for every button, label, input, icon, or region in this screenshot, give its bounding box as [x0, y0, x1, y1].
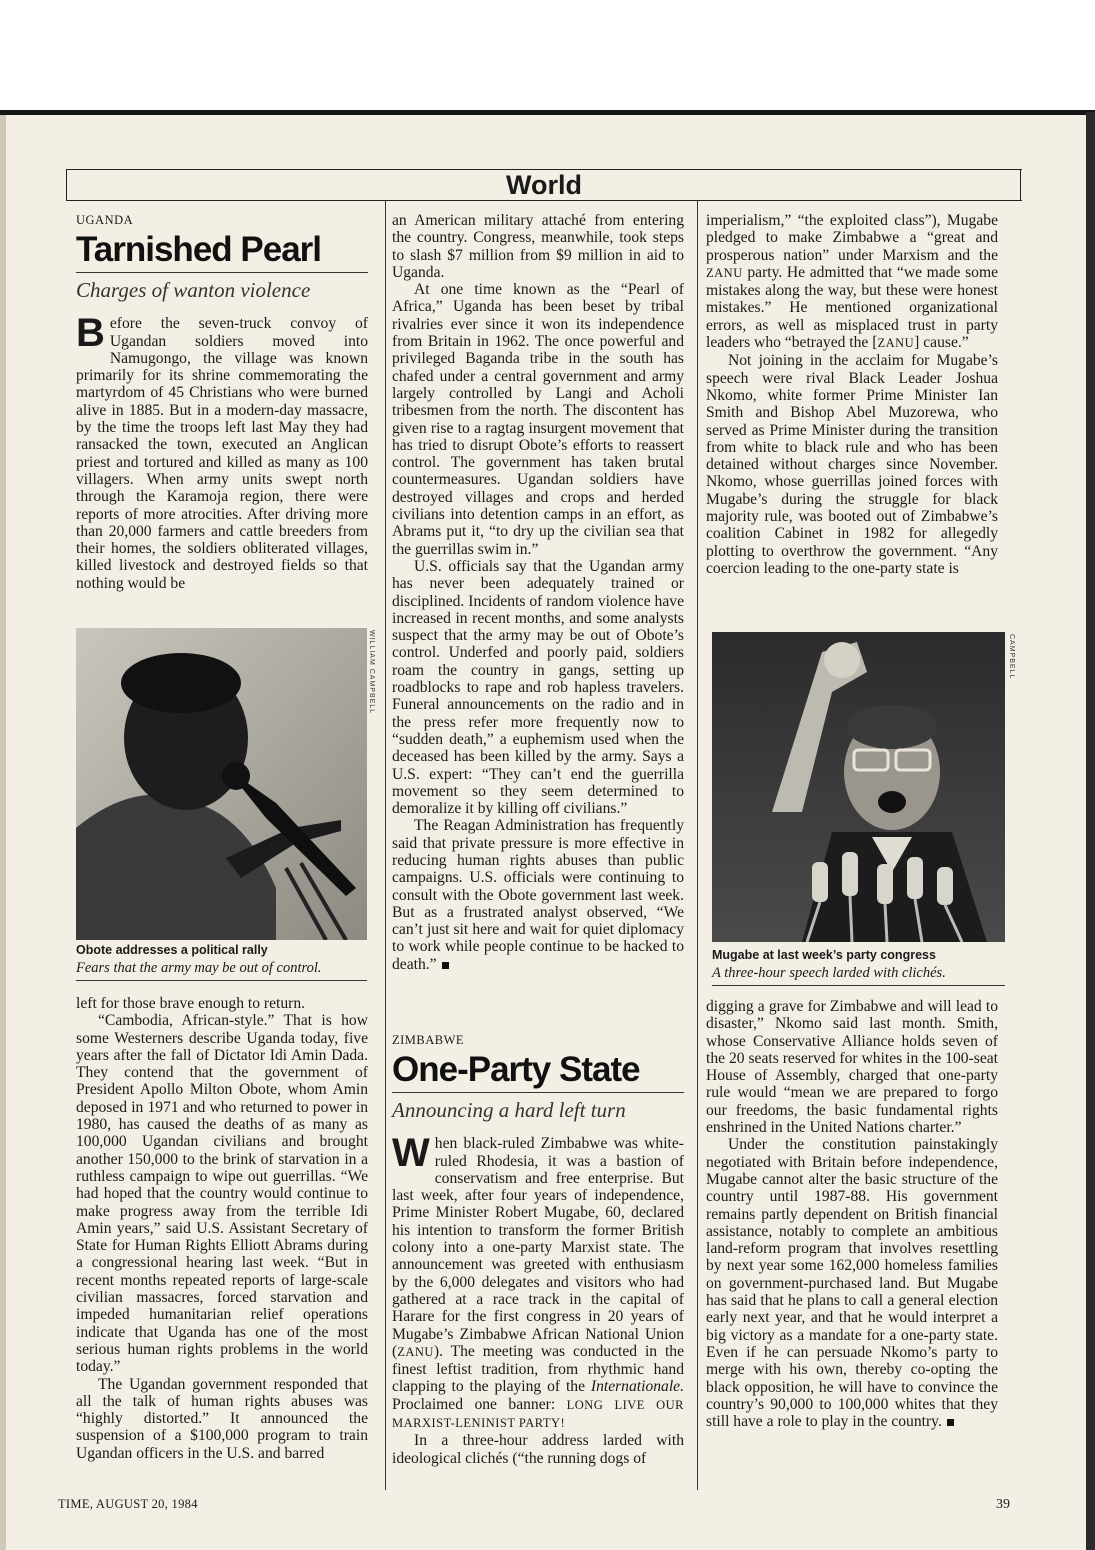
story2-kicker: ZIMBABWE [392, 1033, 465, 1047]
story2-paragraph-2: In a three-hour address larded with ideological clichés (“the running dogs of [392, 1432, 684, 1467]
obote-photo [76, 628, 367, 940]
column-3-top [706, 212, 998, 577]
story1-paragraph-3: The Ugandan government responded that all the talk of human rights abuses was “highly distorted.” It announced the suspension of a $100,000 program to train Ugandan officers in the U.S. and barred [76, 1375, 368, 1462]
story2-deck: Announcing a hard left turn [392, 1092, 684, 1123]
end-mark-icon [442, 962, 449, 969]
obote-caption-title: Obote addresses a political rally [76, 943, 268, 957]
obote-photo-credit: WILLIAM CAMPBELL [368, 630, 375, 715]
column-2-top [392, 212, 684, 973]
story2-headline: One-Party State [392, 1050, 640, 1090]
mugabe-caption-text: A three-hour speech larded with clichés. [712, 965, 1005, 986]
column-1-top [76, 212, 368, 592]
page-top-edge [0, 110, 1095, 115]
story1-paragraph-4: At one time known as the “Pearl of Africa,” Uganda has been beset by tribal rivalries ever since it won its independence from Britain in 1962. The once powerful and privileged Baganda tribe in the south has chafed under a central government and army largely controlled by Langi and Acholi tribesmen from the north. The discontent has given rise to a ragtag insurgent movement that has tried to disrupt Obote’s efforts to reassert control. The government has taken brutal countermeasures. Ugandan soldiers have destroyed villages and crops and herded civilians into detention camps in an effort, as Abrams put it, “to dry up the civilian sea that the guerrillas swim in.” [392, 281, 684, 558]
mugabe-caption-title: Mugabe at last week’s party congress [712, 948, 936, 962]
mugabe-photo-image [712, 632, 1005, 942]
story1-deck: Charges of wanton violence [76, 272, 368, 303]
end-mark-icon [947, 1419, 954, 1426]
story1-paragraph-3-cont: an American military attaché from entering the country. Congress, meanwhile, took steps to slash $7 million from $9 million in aid to Uganda. [392, 212, 684, 281]
column-rule-2 [697, 200, 698, 1490]
story2-lede: When black-ruled Zimbabwe was white-ruled Rhodesia, it was a bastion of conservatism and free enterprise. But last week, after four years of independence, Prime Minister Robert Mugabe, 60, declared his intention to transform the former British colony into a one-party Marxist state. The announcement was greeted with enthusiasm by the 6,000 delegates and visitors who had gathered at a race track in the capital of Harare for the first congress in 20 years of Mugabe’s Zimbabwe African National Union (ZANU). The meeting was conducted in the finest leftist tradition, from rhythmic hand clapping to the playing of the Internationale. Proclaimed one banner: LONG LIVE OUR MARXIST-LENINIST PARTY! [392, 1131, 684, 1431]
mugabe-photo-credit: CAMPBELL [1008, 634, 1015, 680]
column-2-bottom [392, 1032, 684, 1467]
story2-dropcap: W [392, 1131, 430, 1176]
mugabe-photo [712, 632, 1005, 942]
story2-paragraph-4: Under the constitution painstakingly negotiated with Britain before independence, Mugabe cannot alter the basic structure of the country until 1987-88. His government remains partly dependent on British financial assistance, notably to complete an ambitious land-reform program that involves resettling by next year some 162,000 homeless families on government-purchased land. But Mugabe has said that he plans to call a general election early next year, and that he would interpret a big victory as a mandate for a one-party state. Even if he can persuade Nkomo’s party to merge with his own, thereby co-opting the black opposition, he will have to convince the country’s 90,000 to 100,000 whites that they still have a role to play in the country. [706, 1136, 998, 1431]
story1-paragraph-2: “Cambodia, African-style.” That is how some Westerners describe Uganda today, five years after the fall of Dictator Idi Amin Dada. They contend that the government of President Apollo Milton Obote, whom Amin deposed in 1971 and who returned to power in 1980, has caused the deaths of as many as 100,000 Ugandan civilians and brought another 150,000 to the brink of starvation in a ruthless campaign to wipe out guerrillas. “We had hoped that the country would continue to make progress away from the terrible Idi Amin years,” said U.S. Assistant Secretary of State for Human Rights Elliott Abrams during a congressional hearing last week. “But in recent months repeated reports of large-scale civilian massacres, forced starvation and impeded humanitarian relief operations indicate that Uganda has one of the most serious human rights problems in the world today.” [76, 1012, 368, 1376]
column-3-bottom [706, 998, 998, 1430]
page-right-edge [1086, 112, 1095, 1550]
obote-photo-image [76, 628, 367, 940]
story1-lede: Before the seven-truck convoy of Ugandan soldiers moved into Namugongo, the village was known primarily for its shrine commemorating the martyrdom of 45 Christians who were burned alive in 1885. But in a modern-day massacre, by the time the troops left last May they had ransacked the town, executed an Anglican priest and tortured and killed as many as 100 villagers. When army units swept north through the Karamoja region, there were reports of more atrocities. After driving more than 20,000 farmers and cattle breeders from their homes, the soldiers obliterated villages, killed livestock and destroyed fields so that nothing would be [76, 311, 368, 592]
obote-caption-text: Fears that the army may be out of control. [76, 960, 367, 981]
story2-paragraph-2-cont: imperialism,” “the exploited class”), Mugabe pledged to make Zimbabwe a “great and prosperous nation” under Marxism and the ZANU party. He admitted that “we made some mistakes along the way, but these were honest mistakes.” He mentioned organizational errors, as well as misplaced trust in party leaders who “betrayed the [ZANU] cause.” [706, 212, 998, 352]
page-number: 39 [996, 1497, 1010, 1512]
story1-headline: Tarnished Pearl [76, 230, 322, 270]
column-rule-1 [385, 200, 386, 1490]
story2-paragraph-3-end: digging a grave for Zimbabwe and will lead to disaster,” Nkomo said last month. Smith, whose Conservative Alliance holds seven of the 20 seats reserved for whites in the 100-seat House of Assembly, charged that one-party rule would “mean we are prepared to forgo our freedoms, the basic fundamental rights enshrined in the United Nations charter.” [706, 998, 998, 1137]
story1-paragraph-5: U.S. officials say that the Ugandan army has never been adequately trained or disciplined. Incidents of random violence have increased in recent months, and some analysts suspect that the army may be out of Obote’s control. Underfed and poorly paid, soldiers roam the country in gangs, setting up roadblocks to rape and rob hapless travelers. Funeral announcements on the radio and in the press refer more frequently now to “sudden death,” a euphemism used when the deceased has been killed by the army. Says a U.S. expert: “They can’t end the guerrilla movement so they seem determined to demoralize it by killing off civilians.” [392, 557, 684, 818]
column-1-bottom [76, 995, 368, 1462]
story1-lede-end: left for those brave enough to return. [76, 995, 306, 1012]
top-margin [0, 0, 1095, 112]
story1-dropcap: B [76, 311, 105, 356]
section-title: World [506, 170, 582, 200]
story1-kicker: UGANDA [76, 213, 134, 227]
story1-paragraph-6: The Reagan Administration has frequently said that private pressure is more effective in reducing human rights abuses than public campaigns. U.S. officials were continuing to consult with the Obote government last week. But as a frustrated analyst observed, “We can’t just sit here and wait for quiet diplomacy to work while people continue to be hacked to death.” [392, 817, 684, 973]
publication-footer: TIME, AUGUST 20, 1984 [58, 1497, 198, 1511]
page-left-edge [0, 115, 6, 1550]
story2-paragraph-3: Not joining in the acclaim for Mugabe’s speech were rival Black Leader Joshua Nkomo, white former Prime Minister Ian Smith and Bishop Abel Muzorewa, who served as Prime Minister during the transition from white to black rule and who has been detained without charges since November. Nkomo, whose guerrillas joined forces with Mugabe’s during the struggle for black majority rule, was booted out of Zimbabwe’s coalition Cabinet in 1982 for allegedly plotting to overthrow the government. “Any coercion leading to the one-party state is [706, 352, 998, 577]
